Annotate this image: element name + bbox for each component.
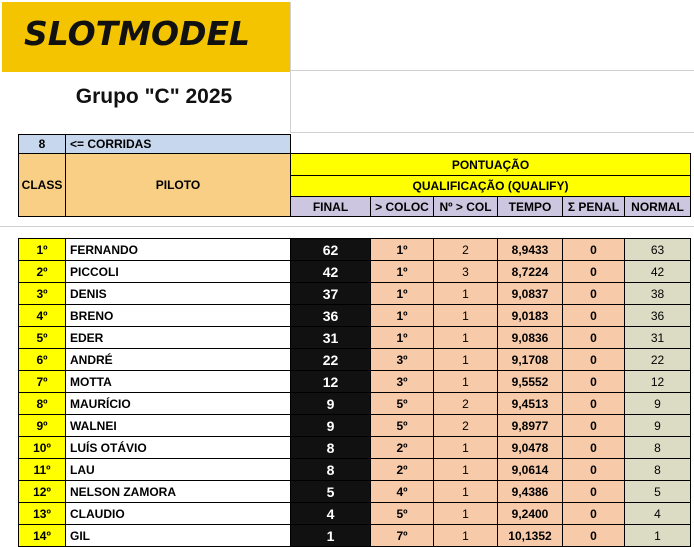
num-col-cell[interactable]: 1 (433, 282, 498, 305)
normal-cell[interactable]: 36 (624, 304, 691, 327)
header-class: CLASS (18, 153, 66, 217)
tempo-cell[interactable]: 9,0837 (497, 282, 563, 305)
num-col-cell[interactable]: 2 (433, 392, 498, 415)
header-qualificacao: QUALIFICAÇÃO (QUALIFY) (290, 175, 691, 197)
rank-cell[interactable]: 2º (18, 260, 66, 283)
num-col-cell[interactable]: 1 (433, 348, 498, 371)
header-coloc: > COLOC (370, 196, 434, 217)
coloc-cell[interactable]: 1º (370, 238, 434, 261)
penal-cell[interactable]: 0 (562, 238, 625, 261)
grid-line (0, 226, 694, 227)
coloc-cell[interactable]: 7º (370, 524, 434, 547)
tempo-cell[interactable]: 9,1708 (497, 348, 563, 371)
normal-cell[interactable]: 38 (624, 282, 691, 305)
penal-cell[interactable]: 0 (562, 414, 625, 437)
pilot-name[interactable]: ANDRÉ (65, 348, 291, 371)
coloc-cell[interactable]: 1º (370, 282, 434, 305)
tempo-cell[interactable]: 9,0614 (497, 458, 563, 481)
normal-cell[interactable]: 8 (624, 458, 691, 481)
tempo-cell[interactable]: 9,2400 (497, 502, 563, 525)
num-col-cell[interactable]: 1 (433, 458, 498, 481)
penal-cell[interactable]: 0 (562, 304, 625, 327)
coloc-cell[interactable]: 5º (370, 414, 434, 437)
normal-cell[interactable]: 63 (624, 238, 691, 261)
logo (2, 2, 290, 72)
logo-text: SLOTMODEL (24, 14, 251, 53)
page-title: Grupo "C" 2025 (75, 85, 233, 108)
normal-cell[interactable]: 31 (624, 326, 691, 349)
rank-cell[interactable]: 12º (18, 480, 66, 503)
header-pontuacao: PONTUAÇÃO (290, 153, 691, 176)
coloc-cell[interactable]: 2º (370, 458, 434, 481)
pilot-name[interactable]: BRENO (65, 304, 291, 327)
header-piloto: PILOTO (65, 153, 291, 217)
rank-cell[interactable]: 11º (18, 458, 66, 481)
pilot-name[interactable]: WALNEI (65, 414, 291, 437)
penal-cell[interactable]: 0 (562, 436, 625, 459)
coloc-cell[interactable]: 2º (370, 436, 434, 459)
num-col-cell[interactable]: 1 (433, 480, 498, 503)
pilot-name[interactable]: CLAUDIO (65, 502, 291, 525)
normal-cell[interactable]: 9 (624, 414, 691, 437)
header-penal: Σ PENAL (562, 196, 625, 217)
rank-cell[interactable]: 1º (18, 238, 66, 261)
normal-cell[interactable]: 22 (624, 348, 691, 371)
pilot-name[interactable]: EDER (65, 326, 291, 349)
normal-cell[interactable]: 1 (624, 524, 691, 547)
pilot-name[interactable]: DENIS (65, 282, 291, 305)
tempo-cell[interactable]: 8,9433 (497, 238, 563, 261)
tempo-cell[interactable]: 10,1352 (497, 524, 563, 547)
corridas-label: <= CORRIDAS (65, 134, 291, 154)
final-score[interactable]: 62 (290, 238, 371, 261)
pilot-name[interactable]: MAURÍCIO (65, 392, 291, 415)
rank-cell[interactable]: 8º (18, 392, 66, 415)
penal-cell[interactable]: 0 (562, 480, 625, 503)
penal-cell[interactable]: 0 (562, 502, 625, 525)
num-col-cell[interactable]: 2 (433, 414, 498, 437)
coloc-cell[interactable]: 1º (370, 326, 434, 349)
tempo-cell[interactable]: 9,4513 (497, 392, 563, 415)
num-col-cell[interactable]: 1 (433, 502, 498, 525)
penal-cell[interactable]: 0 (562, 392, 625, 415)
pilot-name[interactable]: LAU (65, 458, 291, 481)
penal-cell[interactable]: 0 (562, 326, 625, 349)
tempo-cell[interactable]: 9,0183 (497, 304, 563, 327)
final-score[interactable]: 8 (290, 436, 371, 459)
coloc-cell[interactable]: 5º (370, 502, 434, 525)
rank-cell[interactable]: 9º (18, 414, 66, 437)
rank-cell[interactable]: 10º (18, 436, 66, 459)
final-score[interactable]: 22 (290, 348, 371, 371)
penal-cell[interactable]: 0 (562, 260, 625, 283)
num-col-cell[interactable]: 1 (433, 524, 498, 547)
pilot-name[interactable]: FERNANDO (65, 238, 291, 261)
final-score[interactable]: 5 (290, 480, 371, 503)
tempo-cell[interactable]: 9,8977 (497, 414, 563, 437)
rank-cell[interactable]: 13º (18, 502, 66, 525)
penal-cell[interactable]: 0 (562, 348, 625, 371)
normal-cell[interactable]: 42 (624, 260, 691, 283)
header-tempo: TEMPO (497, 196, 563, 217)
tempo-cell[interactable]: 9,0478 (497, 436, 563, 459)
final-score[interactable]: 12 (290, 370, 371, 393)
coloc-cell[interactable]: 3º (370, 370, 434, 393)
num-col-cell[interactable]: 1 (433, 370, 498, 393)
final-score[interactable]: 36 (290, 304, 371, 327)
rank-cell[interactable]: 14º (18, 524, 66, 547)
normal-cell[interactable]: 9 (624, 392, 691, 415)
normal-cell[interactable]: 4 (624, 502, 691, 525)
coloc-cell[interactable]: 3º (370, 348, 434, 371)
final-score[interactable]: 9 (290, 392, 371, 415)
normal-cell[interactable]: 8 (624, 436, 691, 459)
pilot-name[interactable]: LUÍS OTÁVIO (65, 436, 291, 459)
penal-cell[interactable]: 0 (562, 282, 625, 305)
rank-cell[interactable]: 4º (18, 304, 66, 327)
rank-cell[interactable]: 7º (18, 370, 66, 393)
final-score[interactable]: 8 (290, 458, 371, 481)
normal-cell[interactable]: 5 (624, 480, 691, 503)
final-score[interactable]: 31 (290, 326, 371, 349)
grid-line (290, 132, 694, 133)
penal-cell[interactable]: 0 (562, 524, 625, 547)
penal-cell[interactable]: 0 (562, 370, 625, 393)
final-score[interactable]: 42 (290, 260, 371, 283)
pilot-name[interactable]: PICCOLI (65, 260, 291, 283)
rank-cell[interactable]: 5º (18, 326, 66, 349)
header-normal: NORMAL (624, 196, 691, 217)
num-col-cell[interactable]: 1 (433, 326, 498, 349)
num-col-cell[interactable]: 2 (433, 238, 498, 261)
final-score[interactable]: 4 (290, 502, 371, 525)
coloc-cell[interactable]: 4º (370, 480, 434, 503)
grid-line (290, 2, 291, 132)
corridas-count[interactable]: 8 (18, 134, 66, 154)
normal-cell[interactable]: 12 (624, 370, 691, 393)
coloc-cell[interactable]: 1º (370, 260, 434, 283)
num-col-cell[interactable]: 3 (433, 260, 498, 283)
pilot-name[interactable]: GIL (65, 524, 291, 547)
coloc-cell[interactable]: 5º (370, 392, 434, 415)
tempo-cell[interactable]: 9,4386 (497, 480, 563, 503)
coloc-cell[interactable]: 1º (370, 304, 434, 327)
pilot-name[interactable]: NELSON ZAMORA (65, 480, 291, 503)
pilot-name[interactable]: MOTTA (65, 370, 291, 393)
final-score[interactable]: 9 (290, 414, 371, 437)
num-col-cell[interactable]: 1 (433, 304, 498, 327)
final-score[interactable]: 1 (290, 524, 371, 547)
rank-cell[interactable]: 3º (18, 282, 66, 305)
final-score[interactable]: 37 (290, 282, 371, 305)
header-num-col: Nº > COL (433, 196, 498, 217)
header-final: FINAL (290, 196, 371, 217)
num-col-cell[interactable]: 1 (433, 436, 498, 459)
grid-line (290, 70, 694, 71)
penal-cell[interactable]: 0 (562, 458, 625, 481)
rank-cell[interactable]: 6º (18, 348, 66, 371)
tempo-cell[interactable]: 8,7224 (497, 260, 563, 283)
tempo-cell[interactable]: 9,5552 (497, 370, 563, 393)
tempo-cell[interactable]: 9,0836 (497, 326, 563, 349)
